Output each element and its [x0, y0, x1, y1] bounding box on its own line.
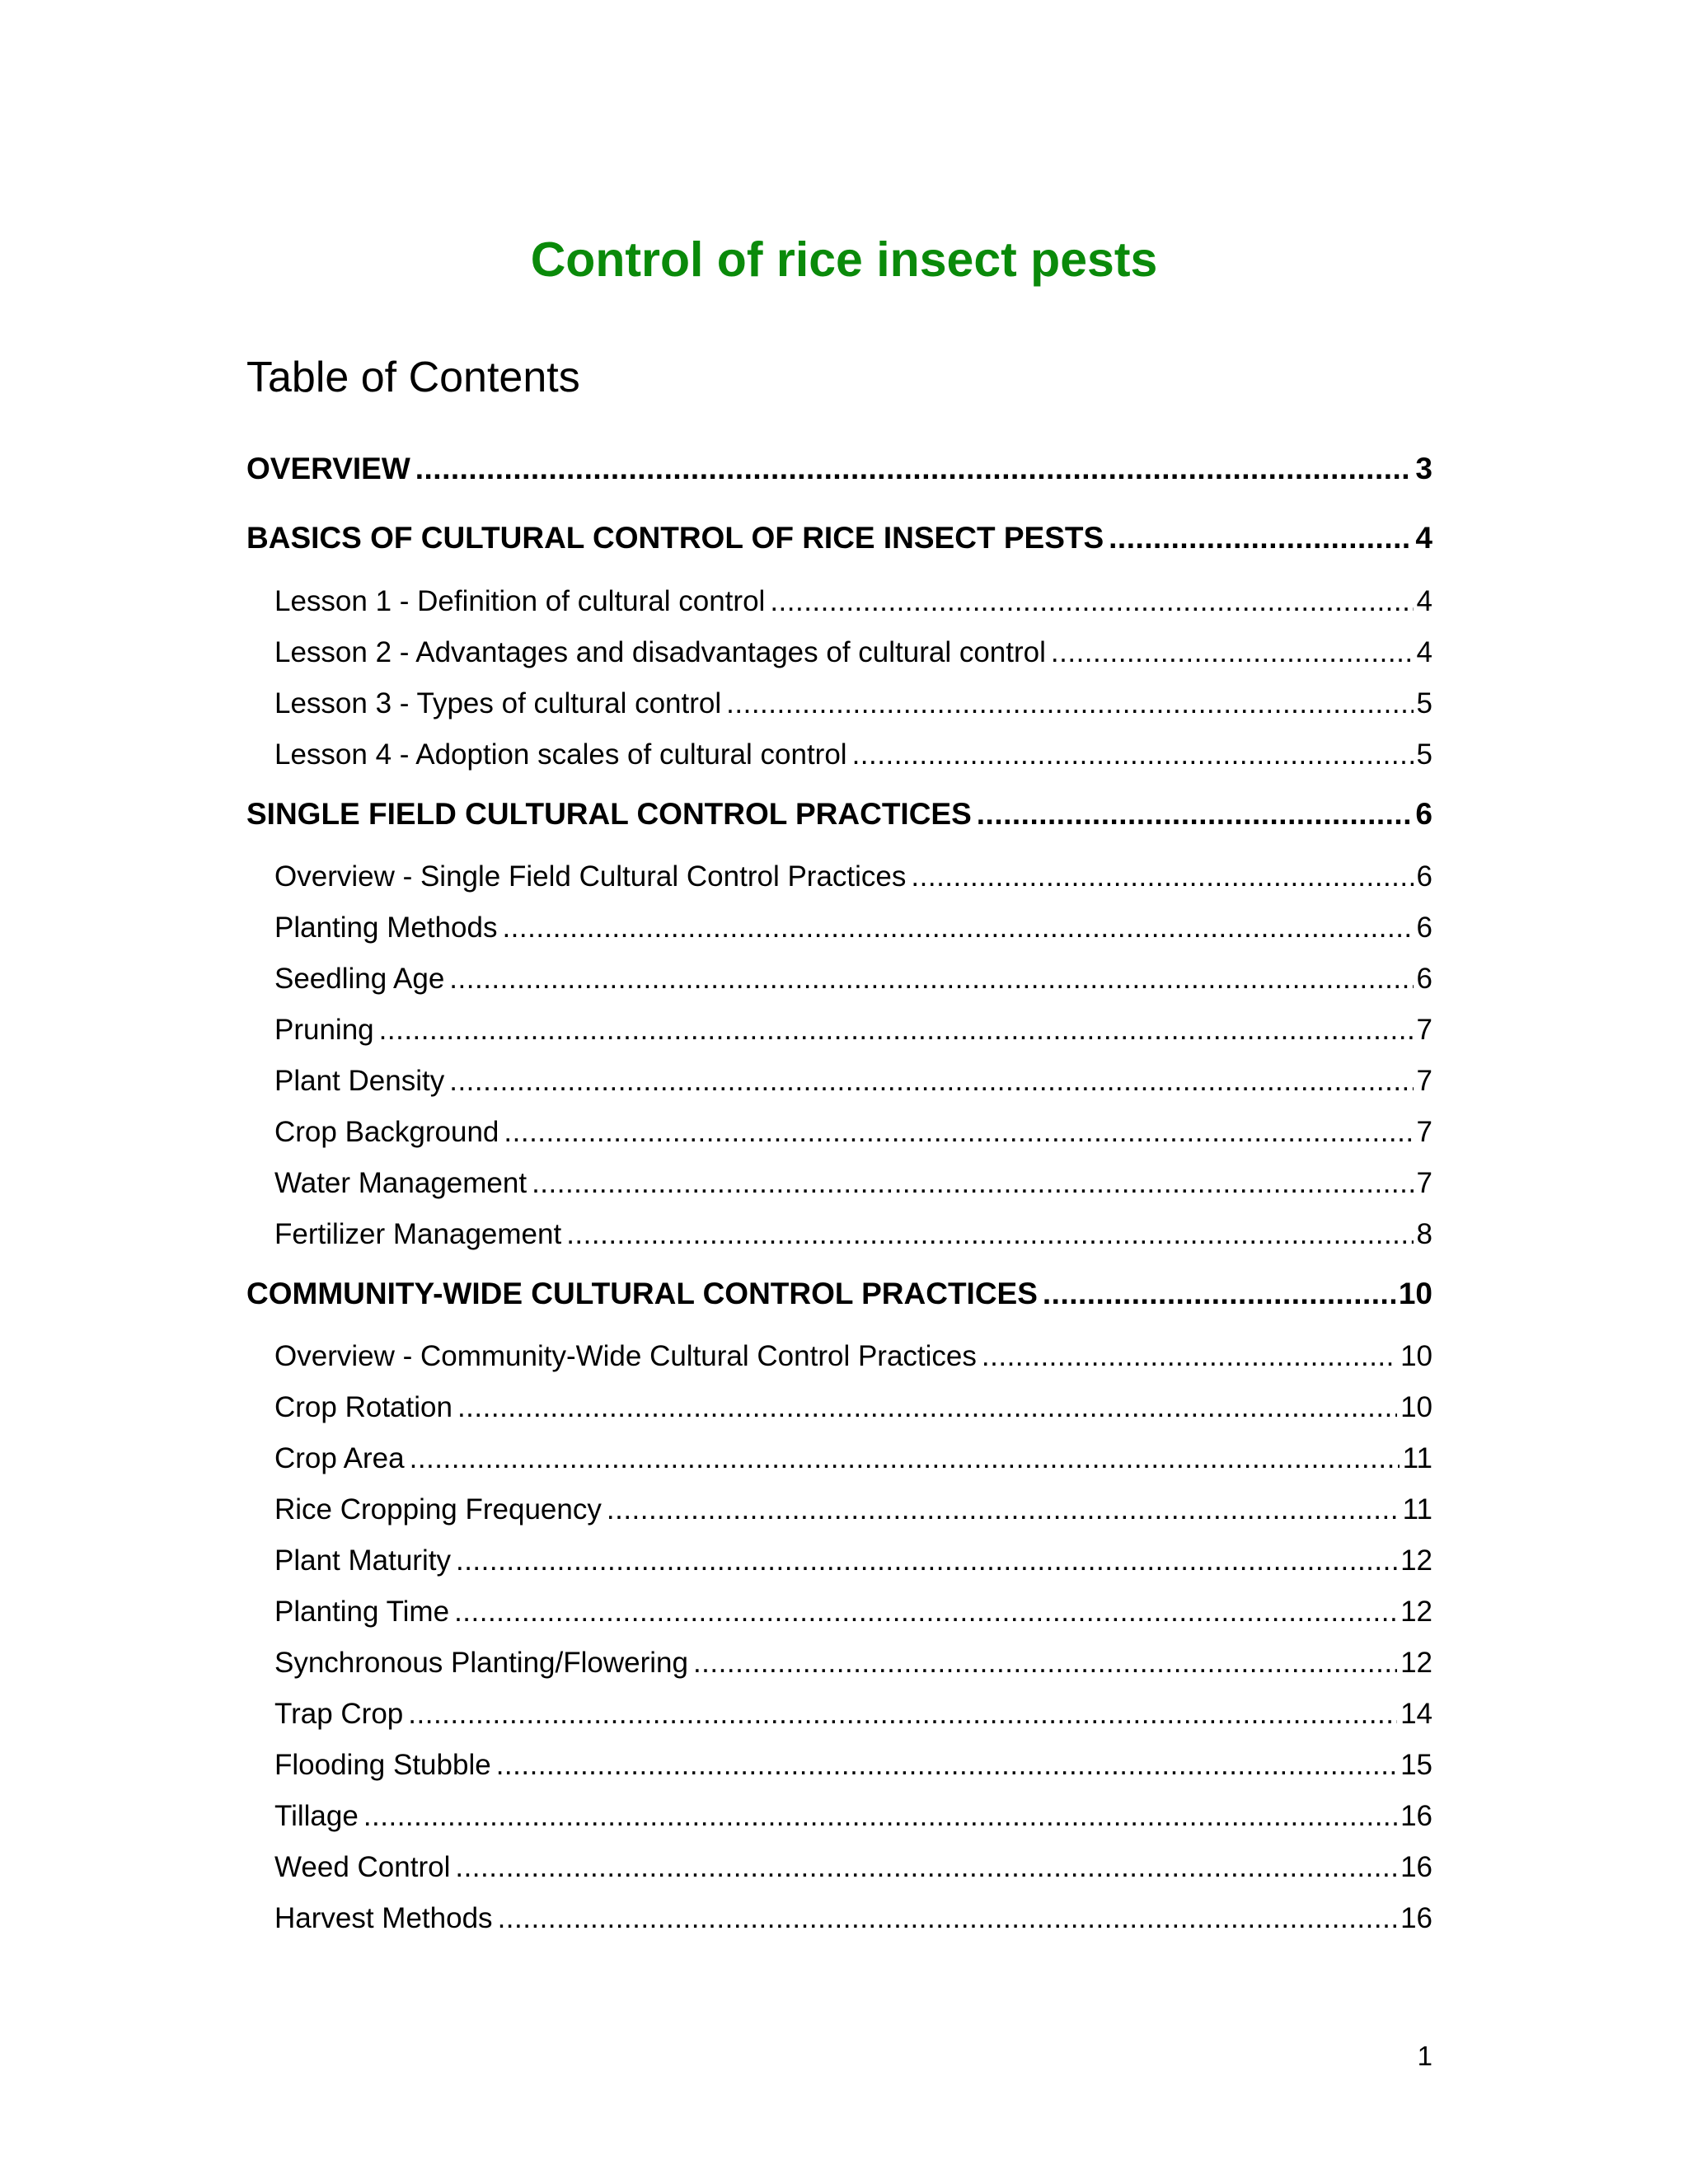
- toc-dot-leader: [456, 1539, 1397, 1583]
- toc-subsection-entry[interactable]: [274, 1896, 1432, 1941]
- toc-entry-page: 10: [1400, 1391, 1432, 1423]
- toc-entry-label: Trap Crop: [274, 1698, 404, 1730]
- toc-subsection-entry[interactable]: [274, 1743, 1432, 1788]
- toc-subsection-entry[interactable]: [274, 1385, 1432, 1430]
- toc-subsection-entry[interactable]: [274, 1845, 1432, 1890]
- toc-subsection-entry[interactable]: [274, 733, 1432, 777]
- toc-entry-page: 7: [1416, 1065, 1432, 1097]
- toc-subsection-entry[interactable]: [274, 1488, 1432, 1532]
- toc-subsection-entry[interactable]: [274, 957, 1432, 1001]
- toc-dot-leader: [1043, 1271, 1395, 1317]
- document-title: Control of rice insect pests: [530, 232, 1158, 287]
- toc-entry-page: 15: [1400, 1749, 1432, 1781]
- toc-entry-label: Lesson 1 - Definition of cultural control: [274, 585, 766, 617]
- toc-dot-leader: [566, 1212, 1413, 1257]
- toc-subsection-entry[interactable]: [274, 1161, 1432, 1206]
- toc-dot-leader: [852, 733, 1414, 777]
- toc-entry-label: COMMUNITY-WIDE CULTURAL CONTROL PRACTICES: [246, 1277, 1038, 1310]
- toc-subsection-entry[interactable]: [274, 579, 1432, 624]
- toc-entry-label: Overview - Community-Wide Cultural Control Practices: [274, 1340, 977, 1372]
- toc-dot-leader: [1109, 515, 1412, 561]
- toc-entry-page: 3: [1415, 452, 1432, 485]
- toc-subsection-entry[interactable]: [274, 855, 1432, 899]
- toc-section-entry[interactable]: [246, 446, 1432, 492]
- toc-entry-label: Flooding Stubble: [274, 1749, 491, 1781]
- toc-entry-page: 6: [1416, 912, 1432, 944]
- toc-dot-leader: [454, 1590, 1397, 1634]
- toc-subsection-entry[interactable]: [274, 1590, 1432, 1634]
- toc-section-entry[interactable]: [246, 515, 1432, 561]
- toc-entry-page: 11: [1402, 1493, 1432, 1526]
- toc-subsection-entry[interactable]: [274, 1008, 1432, 1052]
- toc-subsection-entry[interactable]: [274, 1692, 1432, 1736]
- toc-entry-page: 6: [1415, 797, 1432, 831]
- toc-entry-label: Seedling Age: [274, 963, 445, 995]
- toc-dot-leader: [977, 791, 1413, 837]
- toc-subsection-entry[interactable]: [274, 1110, 1432, 1155]
- toc-dot-leader: [607, 1488, 1400, 1532]
- toc-dot-leader: [770, 579, 1413, 624]
- toc-dot-leader: [496, 1743, 1397, 1788]
- toc-dot-leader: [1051, 630, 1414, 675]
- toc-subsection-entry[interactable]: [274, 1539, 1432, 1583]
- toc-entry-page: 7: [1416, 1167, 1432, 1199]
- toc-dot-leader: [449, 1059, 1413, 1104]
- toc-entry-page: 14: [1400, 1698, 1432, 1730]
- toc-subsection-entry[interactable]: [274, 682, 1432, 726]
- toc-entry-page: 12: [1400, 1544, 1432, 1577]
- toc-entry-label: Crop Rotation: [274, 1391, 452, 1423]
- toc-dot-leader: [982, 1334, 1397, 1379]
- toc-entry-page: 6: [1416, 963, 1432, 995]
- toc-entry-label: Crop Area: [274, 1442, 405, 1474]
- toc-entry-label: Rice Cropping Frequency: [274, 1493, 602, 1526]
- toc-entry-page: 16: [1400, 1902, 1432, 1934]
- toc-entry-page: 12: [1400, 1596, 1432, 1628]
- toc-entry-page: 7: [1416, 1116, 1432, 1148]
- toc-dot-leader: [457, 1385, 1397, 1430]
- toc-entry-label: Lesson 3 - Types of cultural control: [274, 687, 722, 719]
- toc-subsection-entry[interactable]: [274, 906, 1432, 950]
- toc-entry-page: 6: [1416, 860, 1432, 893]
- toc-dot-leader: [911, 855, 1413, 899]
- toc-entry-label: Tillage: [274, 1800, 359, 1832]
- toc-entry-page: 7: [1416, 1014, 1432, 1046]
- toc-entry-label: Weed Control: [274, 1851, 451, 1883]
- toc-dot-leader: [502, 906, 1413, 950]
- toc-dot-leader: [379, 1008, 1414, 1052]
- toc-dot-leader: [504, 1110, 1413, 1155]
- toc-section-entry[interactable]: [246, 1271, 1432, 1317]
- toc-entry-label: Crop Background: [274, 1116, 499, 1148]
- toc-entry-page: 11: [1402, 1442, 1432, 1474]
- toc-dot-leader: [532, 1161, 1413, 1206]
- toc-entry-label: Overview - Single Field Cultural Control Practices: [274, 860, 907, 893]
- toc-subsection-entry[interactable]: [274, 630, 1432, 675]
- toc-entry-label: Planting Time: [274, 1596, 450, 1628]
- toc-dot-leader: [726, 682, 1413, 726]
- toc-entry-label: Plant Maturity: [274, 1544, 451, 1577]
- toc-subsection-entry[interactable]: [274, 1212, 1432, 1257]
- toc-entry-page: 8: [1416, 1218, 1432, 1250]
- toc-subsection-entry[interactable]: [274, 1641, 1432, 1685]
- toc-dot-leader: [498, 1896, 1398, 1941]
- toc-dot-leader: [363, 1794, 1397, 1839]
- toc-entry-label: Planting Methods: [274, 912, 498, 944]
- toc-subsection-entry[interactable]: [274, 1059, 1432, 1104]
- toc-dot-leader: [449, 957, 1413, 1001]
- toc-entry-label: SINGLE FIELD CULTURAL CONTROL PRACTICES: [246, 797, 972, 831]
- toc-dot-leader: [693, 1641, 1397, 1685]
- toc-subsection-entry[interactable]: [274, 1334, 1432, 1379]
- toc-entry-page: 4: [1415, 521, 1432, 555]
- toc-entry-label: Lesson 4 - Adoption scales of cultural control: [274, 738, 847, 771]
- toc-entry-label: Water Management: [274, 1167, 528, 1199]
- toc-entry-page: 16: [1400, 1851, 1432, 1883]
- toc-entry-label: Pruning: [274, 1014, 374, 1046]
- toc-dot-leader: [415, 446, 1413, 492]
- toc-entry-label: Synchronous Planting/Flowering: [274, 1647, 688, 1679]
- toc-entry-page: 10: [1398, 1277, 1432, 1310]
- toc-entry-page: 5: [1416, 738, 1432, 771]
- toc-entry-label: Lesson 2 - Advantages and disadvantages of cultural control: [274, 636, 1046, 668]
- toc-dot-leader: [410, 1436, 1400, 1481]
- toc-entry-label: Plant Density: [274, 1065, 445, 1097]
- toc-section-entry[interactable]: [246, 791, 1432, 837]
- toc-dot-leader: [455, 1845, 1397, 1890]
- toc-entry-label: Harvest Methods: [274, 1902, 493, 1934]
- page-number: 1: [1417, 2041, 1432, 2071]
- toc-entry-label: Fertilizer Management: [274, 1218, 562, 1250]
- toc-dot-leader: [408, 1692, 1397, 1736]
- toc-entry-page: 4: [1416, 636, 1432, 668]
- toc-entry-page: 10: [1400, 1340, 1432, 1372]
- toc-entry-label: OVERVIEW: [246, 452, 410, 485]
- toc-entry-page: 16: [1400, 1800, 1432, 1832]
- toc-entry-label: BASICS OF CULTURAL CONTROL OF RICE INSECT PESTS: [246, 521, 1104, 555]
- toc-entry-page: 5: [1416, 687, 1432, 719]
- toc-subsection-entry[interactable]: [274, 1794, 1432, 1839]
- toc-entry-page: 12: [1400, 1647, 1432, 1679]
- toc-heading: Table of Contents: [246, 354, 580, 401]
- toc-entry-page: 4: [1416, 585, 1432, 617]
- toc-subsection-entry[interactable]: [274, 1436, 1432, 1481]
